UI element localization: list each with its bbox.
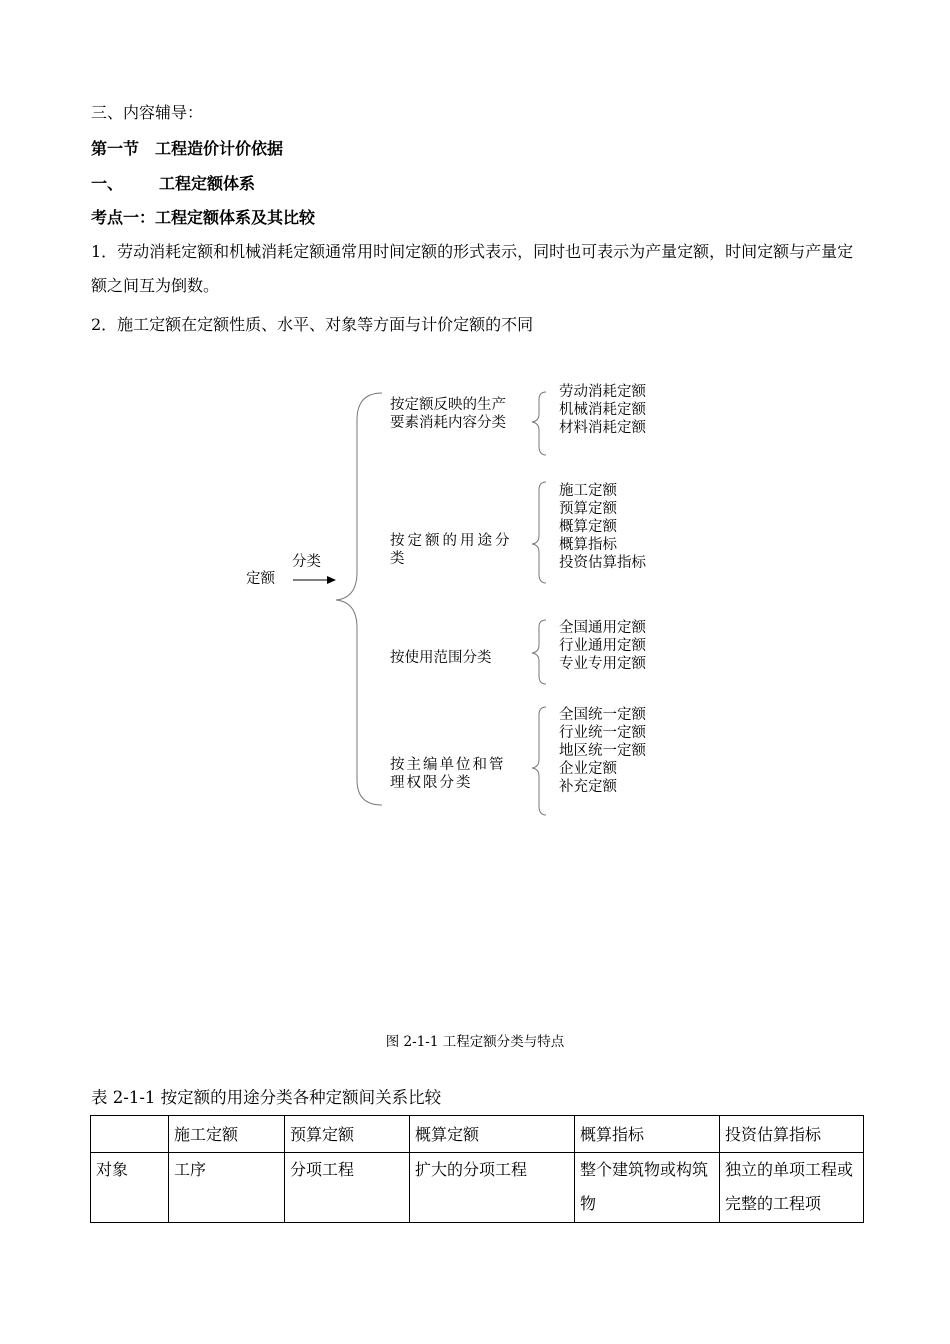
- leaf-item: 专业专用定额: [559, 656, 646, 672]
- section-heading: 三、内容辅导：: [91, 103, 204, 122]
- table-cell: 工序: [169, 1153, 285, 1223]
- leaf-item: 机械消耗定额: [559, 402, 646, 418]
- paragraph-1: 1．劳动消耗定额和机械消耗定额通常用时间定额的形式表示，同时也可表示为产量定额，时间定额与产量定额之间互为倒数。: [91, 242, 854, 295]
- chapter-heading: 第一节 工程造价计价依据: [91, 139, 284, 158]
- table-cell: 分项工程: [285, 1153, 410, 1223]
- branch-label-1: 按定额反映的生产要素消耗内容分类: [390, 397, 506, 431]
- leaf-item: 全国统一定额: [559, 707, 646, 723]
- brace-1: [532, 392, 546, 455]
- branch-items-2: [559, 482, 646, 572]
- branch-label-4: 按主编单位和管理权限分类: [390, 757, 506, 791]
- leaf-item: 劳动消耗定额: [559, 384, 646, 400]
- figure-caption: 图 2-1-1 工程定额分类与特点: [385, 1034, 565, 1050]
- branch-items-4: [559, 706, 646, 796]
- table-cell: 独立的单项工程或完整的工程项: [720, 1153, 864, 1223]
- leaf-item: 行业通用定额: [559, 638, 646, 654]
- leaf-item: 施工定额: [559, 483, 617, 499]
- header-cell: 概算指标: [575, 1116, 720, 1153]
- branch-items-1: [559, 383, 646, 437]
- header-cell: 概算定额: [410, 1116, 575, 1153]
- table-header-row: [91, 1116, 864, 1153]
- paragraph-2: 2．施工定额在定额性质、水平、对象等方面与计价定额的不同: [91, 315, 534, 334]
- row-label-cell: 对象: [91, 1153, 169, 1223]
- header-cell: 预算定额: [285, 1116, 410, 1153]
- leaf-item: 材料消耗定额: [559, 420, 646, 436]
- main-brace: [336, 393, 382, 805]
- header-cell: 投资估算指标: [720, 1116, 864, 1153]
- leaf-item: 补充定额: [559, 779, 617, 795]
- point-heading: 考点一：工程定额体系及其比较: [91, 208, 316, 227]
- leaf-item: 企业定额: [559, 761, 617, 777]
- leaf-item: 概算定额: [559, 519, 617, 535]
- arrow-label: 分类: [292, 554, 321, 570]
- branch-label-3: 按使用范围分类: [390, 650, 492, 666]
- diagram-root: 定额: [246, 571, 275, 587]
- table-cell: 整个建筑物或构筑物: [575, 1153, 720, 1223]
- leaf-item: 全国通用定额: [559, 620, 646, 636]
- leaf-item: 概算指标: [559, 537, 617, 553]
- leaf-item: 地区统一定额: [559, 743, 646, 759]
- comparison-table: [90, 1115, 864, 1223]
- table-cell: 扩大的分项工程: [410, 1153, 575, 1223]
- branch-items-3: [559, 619, 646, 673]
- arrow-head: [327, 576, 336, 584]
- brace-3: [532, 620, 546, 684]
- table-row: [91, 1153, 864, 1223]
- part-heading-title: 工程定额体系: [159, 174, 256, 193]
- leaf-item: 预算定额: [559, 501, 617, 517]
- part-heading-number: 一、: [91, 174, 124, 193]
- brace-2: [532, 482, 546, 583]
- table-title: 表 2-1-1 按定额的用途分类各种定额间关系比较: [91, 1088, 442, 1107]
- header-cell: 施工定额: [169, 1116, 285, 1153]
- brace-4: [532, 707, 546, 815]
- branch-label-2: 按定额的用途分类: [390, 533, 513, 567]
- leaf-item: 行业统一定额: [559, 725, 646, 741]
- leaf-item: 投资估算指标: [559, 555, 646, 571]
- header-cell: [91, 1116, 169, 1153]
